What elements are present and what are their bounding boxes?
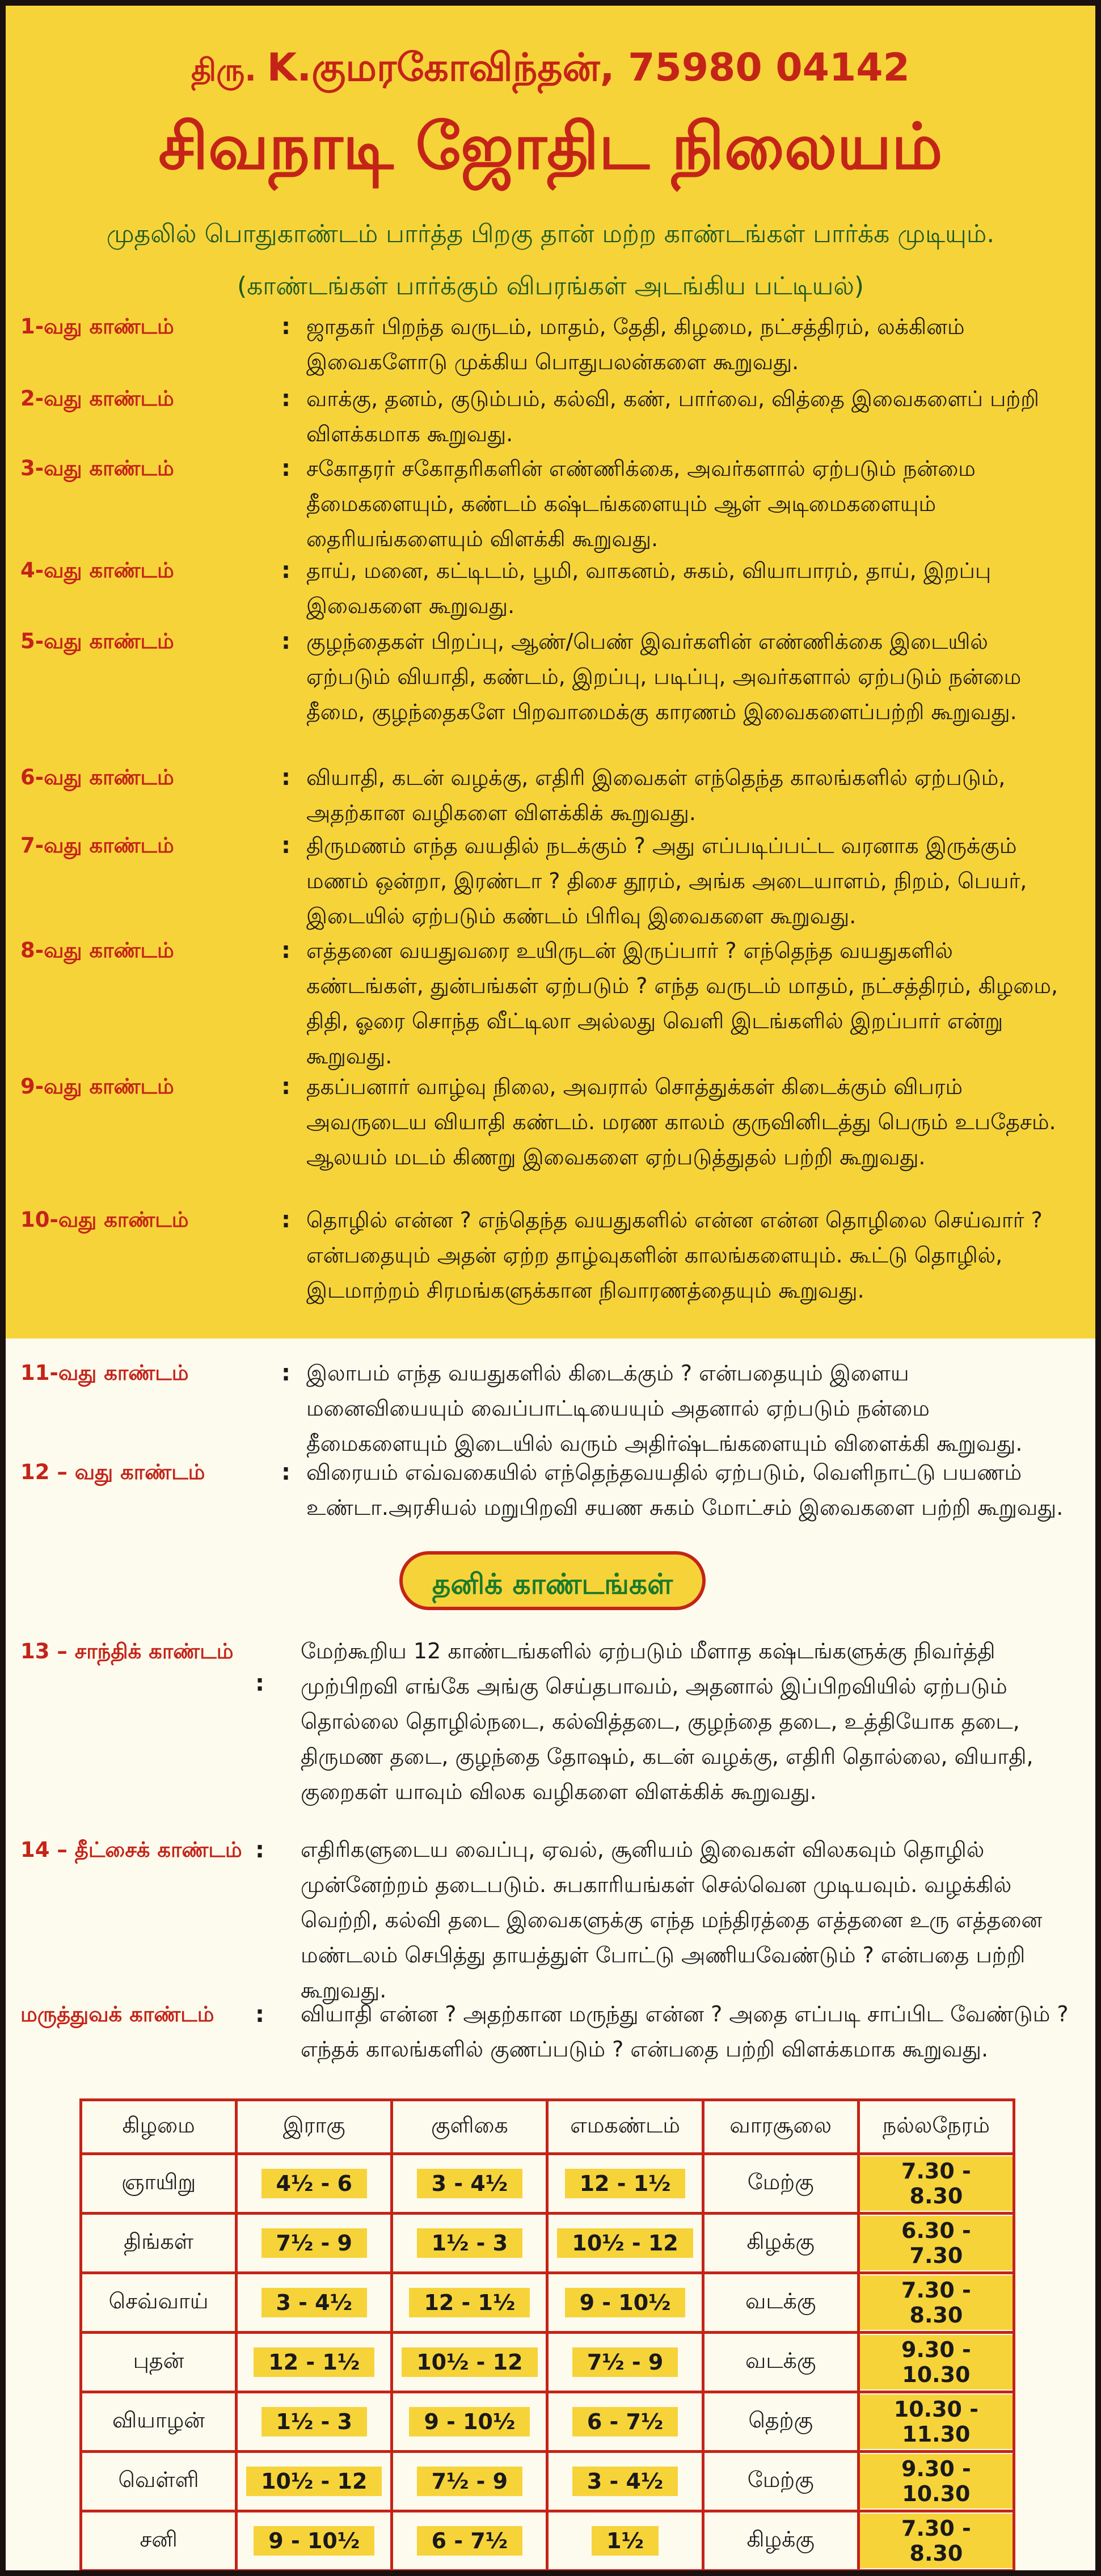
kuligai-cell — [392, 2214, 547, 2273]
colon: : — [281, 1207, 290, 1233]
astrologer-name: குமரகோவிந்தன், — [311, 45, 615, 90]
table-header-row — [81, 2100, 1014, 2154]
kandam-description: திருமணம் எந்த வயதில் நடக்கும் ? அது எப்படிப்பட்ட வரனாக இருக்கும் மணம் ஒன்றா, இரண்டா ? திசை தூரம், அங்க அடையாளம், நிறம், பெயர், இடையில் ஏற்படும் கண்டம் பிரிவு இவைகளை கூறுவது. — [306, 833, 1027, 928]
day-name: திங்கள் — [124, 2229, 194, 2254]
good-time: 7.30 - 8.30 — [860, 2275, 1013, 2330]
raahu-cell — [237, 2214, 392, 2273]
table-row — [81, 2214, 1014, 2273]
colon: : — [281, 1074, 290, 1100]
kandam-description: மேற்கூறிய 12 காண்டங்களில் ஏற்படும் மீளாத கஷ்டங்களுக்கு நிவர்த்தி முற்பிறவி எங்கே அங்கு செய்தபாவம், அதனால் இப்பிறவியில் ஏற்படும் தொல்லை தொழில்நடை, கல்வித்தடை, குழந்தை தடை, உத்தியோக தடை, திருமண தடை, குழந்தை தோஷம், கடன் வழக்கு, எதிரி தொல்லை, வியாதி, குறைகள் யாவும் விலக வழிகளை விளக்கிக் கூறுவது. — [301, 1638, 1033, 1804]
kandam-description: எத்தனை வயதுவரை உயிருடன் இருப்பார் ? எந்தெந்த வயதுகளில் கண்டங்கள், துன்பங்கள் ஏற்படும் ? எந்த வருடம் மாதம், நட்சத்திரம், கிழமை, திதி, ஓரை சொந்த வீட்டிலா அல்லது வெளி இடங்களில் இறப்பார் என்று கூறுவது. — [306, 938, 1058, 1069]
good-time-cell — [858, 2511, 1014, 2571]
emagandam-time: 9 - 10½ — [565, 2288, 686, 2317]
colon: : — [255, 1837, 264, 1863]
kandam-description: வாக்கு, தனம், குடும்பம், கல்வி, கண், பார்வை, வித்தை இவைகளைப் பற்றி விளக்கமாக கூறுவது. — [306, 386, 1039, 446]
colon: : — [281, 558, 290, 584]
table-row — [81, 2452, 1014, 2511]
day-cell — [81, 2273, 237, 2333]
kandam-label: 7-வது காண்டம் — [20, 833, 174, 858]
column-header-emagandam: எமகண்டம் — [547, 2100, 703, 2154]
raahu-cell — [237, 2154, 392, 2214]
kandam-label: 5-வது காண்டம் — [20, 629, 174, 653]
kuligai-cell — [392, 2273, 547, 2333]
kandam-label: 3-வது காண்டம் — [20, 456, 174, 480]
soolai-direction: வடக்கு — [745, 2348, 816, 2373]
colon: : — [281, 455, 290, 482]
day-cell — [81, 2333, 237, 2392]
honorific: திரு. — [191, 52, 267, 88]
flyer-page — [6, 6, 1095, 2570]
kuligai-time: 3 - 4½ — [417, 2169, 522, 2198]
colon: : — [281, 1459, 290, 1485]
centre-title: சிவநாடி ஜோதிட நிலையம் — [158, 110, 943, 184]
day-name: செவ்வாய் — [108, 2288, 209, 2313]
kandam-description: குழந்தைகள் பிறப்பு, ஆண்/பெண் இவர்களின் எண்ணிக்கை இடையில் ஏற்படும் வியாதி, கண்டம், இறப்பு, படிப்பு, அவர்களால் ஏற்படும் நன்மை தீமை, குழந்தைகளே பிறவாமைக்கு காரணம் இவைகளைப்பற்றி கூறுவது. — [306, 629, 1022, 724]
colon: : — [281, 765, 290, 791]
kandam-label: 13 – சாந்திக் காண்டம் — [20, 1639, 234, 1663]
kandam-label: 1-வது காண்டம் — [20, 314, 174, 339]
emagandam-time: 1½ — [592, 2526, 659, 2556]
table-row — [81, 2154, 1014, 2214]
soolai-direction: கிழக்கு — [746, 2229, 815, 2254]
soolai-cell — [703, 2452, 858, 2511]
timings-table — [79, 2098, 1015, 2570]
good-time-cell — [858, 2392, 1014, 2452]
kuligai-time: 1½ - 3 — [417, 2228, 522, 2258]
emagandam-cell — [547, 2333, 703, 2392]
soolai-direction: மேற்கு — [747, 2169, 814, 2194]
kandam-description: தகப்பனார் வாழ்வு நிலை, அவரால் சொத்துக்கள் கிடைக்கும் விபரம் அவருடைய வியாதி கண்டம். மரண காலம் குருவினிடத்து பெரும் உபதேசம். ஆலயம் மடம் கிணறு இவைகளை ஏற்படுத்துதல் பற்றி கூறுவது. — [306, 1074, 1056, 1169]
soolai-cell — [703, 2511, 858, 2571]
column-header-good-time: நல்லநேரம் — [858, 2100, 1014, 2154]
raahu-cell — [237, 2392, 392, 2452]
kandam-label: 8-வது காண்டம் — [20, 938, 174, 962]
kandam-label: 9-வது காண்டம் — [20, 1074, 174, 1099]
kandam-description: எதிரிகளுடைய வைப்பு, ஏவல், சூனியம் இவைகள் விலகவும் தொழில் முன்னேற்றம் தடைபடும். சுபகாரியங்கள் செல்வென முடியவும். வழக்கில் வெற்றி, கல்வி தடை இவைகளுக்கு எந்த மந்திரத்தை எத்தனை உரு எத்தனை மண்டலம் செபித்து தாயத்துள் போட்டு அணியவேண்டும் ? என்பதை பற்றி கூறுவது. — [301, 1837, 1043, 2003]
colon: : — [281, 628, 290, 654]
raahu-cell — [237, 2452, 392, 2511]
soolai-direction: கிழக்கு — [746, 2527, 815, 2552]
column-header-day: கிழமை — [81, 2100, 237, 2154]
emagandam-cell — [547, 2154, 703, 2214]
kuligai-time: 9 - 10½ — [409, 2407, 530, 2436]
table-row — [81, 2273, 1014, 2333]
raahu-time: 4½ - 6 — [261, 2169, 367, 2198]
kandam-label: 11-வது காண்டம் — [20, 1361, 189, 1385]
colon: : — [281, 938, 290, 964]
kandam-description: தாய், மனை, கட்டிடம், பூமி, வாகனம், சுகம், வியாபாரம், தாய், இறப்பு இவைகளை கூறுவது. — [306, 558, 992, 618]
good-time-cell — [858, 2214, 1014, 2273]
astrologer-line — [6, 40, 1095, 99]
emagandam-time: 6 - 7½ — [572, 2407, 678, 2436]
raahu-cell — [237, 2273, 392, 2333]
kandam-label: 12 – வது காண்டம் — [20, 1460, 205, 1484]
emagandam-time: 7½ - 9 — [572, 2347, 678, 2377]
good-time: 9.30 - 10.30 — [860, 2335, 1013, 2389]
raahu-time: 12 - 1½ — [254, 2347, 374, 2377]
emagandam-cell — [547, 2273, 703, 2333]
day-cell — [81, 2452, 237, 2511]
raahu-cell — [237, 2511, 392, 2571]
emagandam-time: 10½ - 12 — [557, 2228, 693, 2258]
soolai-cell — [703, 2333, 858, 2392]
good-time-cell — [858, 2452, 1014, 2511]
kandam-description: வியாதி என்ன ? அதற்கான மருந்து என்ன ? அதை எப்படி சாப்பிட வேண்டும் ? எந்தக் காலங்களில் குணப்படும் ? என்பதை பற்றி விளக்கமாக கூறுவது. — [301, 2001, 1069, 2062]
raahu-time: 1½ - 3 — [261, 2407, 367, 2436]
day-name: ஞாயிறு — [121, 2169, 196, 2194]
good-time: 7.30 - 8.30 — [860, 2156, 1013, 2211]
kandam-label: 6-வது காண்டம் — [20, 765, 174, 789]
raahu-time: 7½ - 9 — [261, 2228, 367, 2258]
column-header-raahu: இராகு — [237, 2100, 392, 2154]
kuligai-time: 10½ - 12 — [402, 2347, 537, 2377]
kandam-label: 14 – தீட்சைக் காண்டம் — [20, 1838, 242, 1862]
soolai-direction: மேற்கு — [747, 2467, 814, 2492]
colon: : — [255, 1670, 264, 1696]
day-name: புதன் — [133, 2348, 184, 2373]
column-header-kuligai: குளிகை — [392, 2100, 547, 2154]
good-time: 7.30 - 8.30 — [860, 2514, 1013, 2568]
soolai-cell — [703, 2154, 858, 2214]
emagandam-time: 12 - 1½ — [565, 2169, 686, 2198]
good-time: 9.30 - 10.30 — [860, 2454, 1013, 2509]
soolai-cell — [703, 2214, 858, 2273]
table-row — [81, 2392, 1014, 2452]
kandam-label: மருத்துவக் காண்டம் — [20, 2002, 214, 2026]
kandam-description: தொழில் என்ன ? எந்தெந்த வயதுகளில் என்ன என்ன தொழிலை செய்வார் ? என்பதையும் அதன் ஏற்ற தாழ்வுகளின் காலங்களையும். கூட்டு தொழில், இடமாற்றம் சிரமங்களுக்கான நிவாரணத்தையும் கூறுவது. — [306, 1207, 1043, 1303]
kandam-label: 4-வது காண்டம் — [20, 558, 174, 582]
colon: : — [281, 386, 290, 412]
day-name: வெள்ளி — [118, 2467, 199, 2492]
good-time-cell — [858, 2154, 1014, 2214]
raahu-time: 10½ - 12 — [246, 2467, 382, 2496]
good-time-cell — [858, 2333, 1014, 2392]
colon: : — [255, 2001, 264, 2028]
emagandam-cell — [547, 2392, 703, 2452]
initial: K. — [267, 45, 312, 90]
day-cell — [81, 2511, 237, 2571]
kuligai-time: 6 - 7½ — [417, 2526, 522, 2556]
kandam-label: 2-வது காண்டம் — [20, 386, 174, 411]
soolai-direction: வடக்கு — [745, 2288, 816, 2313]
day-cell — [81, 2154, 237, 2214]
good-time: 10.30 - 11.30 — [860, 2395, 1013, 2449]
good-time: 6.30 - 7.30 — [860, 2216, 1013, 2270]
kuligai-cell — [392, 2333, 547, 2392]
day-name: வியாழன் — [112, 2408, 205, 2433]
table-row — [81, 2333, 1014, 2392]
kandam-description: விரையம் எவ்வகையில் எந்தெந்தவயதில் ஏற்படும், வெளிநாட்டு பயணம் உண்டா.அரசியல் மறுபிறவி சயண சுகம் மோட்சம் இவைகளை பற்றி கூறுவது. — [306, 1460, 1064, 1520]
soolai-direction: தெற்கு — [748, 2408, 813, 2433]
kandam-description: வியாதி, கடன் வழக்கு, எதிரி இவைகள் எந்தெந்த காலங்களில் ஏற்படும், அதற்கான வழிகளை விளக்கிக் கூறுவது. — [306, 765, 1006, 825]
colon: : — [281, 314, 290, 340]
table-row — [81, 2511, 1014, 2571]
column-header-soolai: வாரசூலை — [703, 2100, 858, 2154]
colon: : — [281, 1360, 290, 1386]
colon: : — [281, 833, 290, 859]
soolai-cell — [703, 2273, 858, 2333]
raahu-time: 9 - 10½ — [254, 2526, 374, 2556]
emagandam-cell — [547, 2511, 703, 2571]
day-cell — [81, 2214, 237, 2273]
kandam-description: ஜாதகர் பிறந்த வருடம், மாதம், தேதி, கிழமை, நட்சத்திரம், லக்கினம் இவைகளோடு முக்கிய பொதுபலன்களை கூறுவது. — [306, 314, 965, 374]
kuligai-time: 7½ - 9 — [417, 2467, 522, 2496]
emagandam-time: 3 - 4½ — [572, 2467, 678, 2496]
kandam-description: சகோதரர் சகோதரிகளின் எண்ணிக்கை, அவர்களால் ஏற்படும் நன்மை தீமைகளையும், கண்டம் கஷ்டங்களையும் ஆள் அடிமைகளையும் தைரியங்களையும் விளக்கி கூறுவது. — [306, 456, 976, 551]
kandam-description: இலாபம் எந்த வயதுகளில் கிடைக்கும் ? என்பதையும் இளைய மனைவியையும் வைப்பாட்டியையும் அதனால் ஏற்படும் நன்மை தீமைகளையும் இடையில் வரும் அதிர்ஷ்டங்களையும் விளைக்கி கூறுவது. — [306, 1361, 1023, 1456]
kandam-label: 10-வது காண்டம் — [20, 1207, 189, 1232]
day-cell — [81, 2392, 237, 2452]
good-time-cell — [858, 2273, 1014, 2333]
emagandam-cell — [547, 2452, 703, 2511]
header — [6, 40, 1095, 306]
intro-note: முதலில் பொதுகாண்டம் பார்த்த பிறகு தான் மற்ற காண்டங்கள் பார்க்க முடியும். — [106, 219, 995, 248]
kuligai-cell — [392, 2392, 547, 2452]
day-name: சனி — [140, 2527, 178, 2552]
kuligai-cell — [392, 2452, 547, 2511]
raahu-cell — [237, 2333, 392, 2392]
special-kandams-badge: தனிக் காண்டங்கள் — [399, 1551, 706, 1610]
intro-subnote: (காண்டங்கள் பார்க்கும் விபரங்கள் அடங்கிய பட்டியல்) — [237, 272, 864, 301]
kuligai-cell — [392, 2154, 547, 2214]
kuligai-cell — [392, 2511, 547, 2571]
phone-number: 75980 04142 — [614, 45, 910, 90]
soolai-cell — [703, 2392, 858, 2452]
emagandam-cell — [547, 2214, 703, 2273]
kuligai-time: 12 - 1½ — [409, 2288, 530, 2317]
raahu-time: 3 - 4½ — [261, 2288, 367, 2317]
